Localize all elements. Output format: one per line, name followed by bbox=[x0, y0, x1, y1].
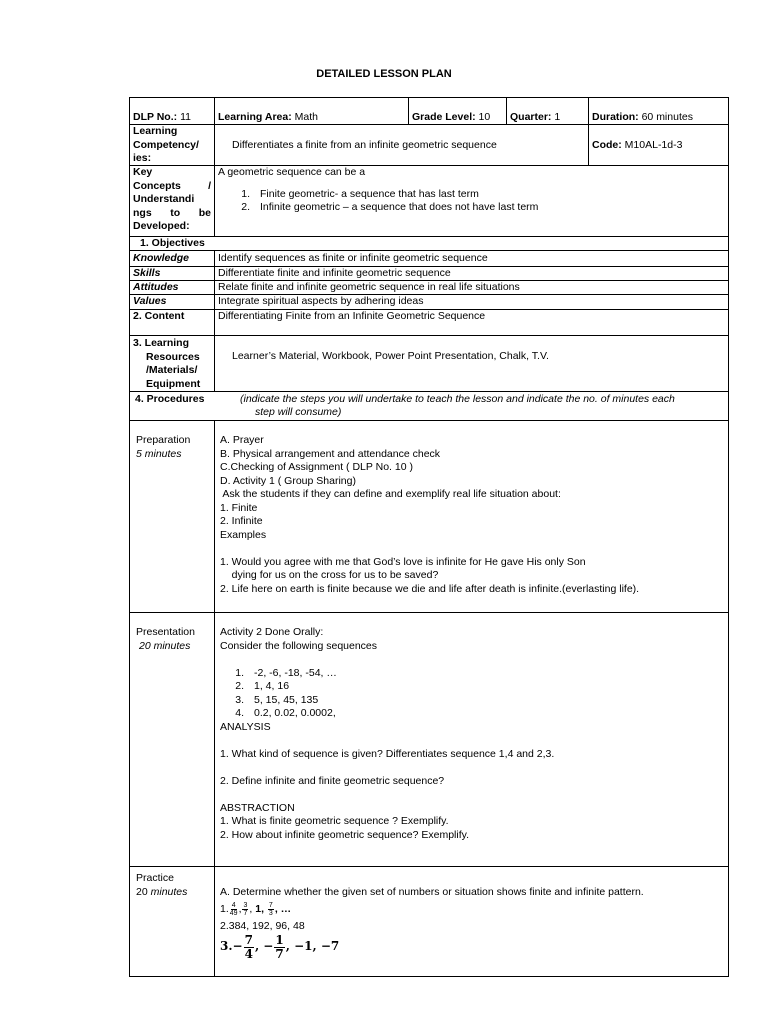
fraction bbox=[242, 902, 248, 917]
practice-content-cell bbox=[214, 866, 729, 977]
duration-value: 60 minutes bbox=[641, 111, 693, 123]
quarter-cell bbox=[506, 97, 589, 125]
code-cell bbox=[588, 124, 729, 166]
presentation-label: Presentation bbox=[136, 626, 195, 638]
fraction-numerator: 1 bbox=[275, 932, 284, 947]
grade-level-label: Grade Level: bbox=[412, 111, 476, 123]
key-concepts-label-line: Key bbox=[133, 166, 153, 178]
code-value: M10AL-1d-3 bbox=[624, 139, 683, 151]
fraction bbox=[244, 934, 254, 961]
list-item-text: Finite geometric- a sequence that has last term bbox=[260, 187, 479, 200]
list-item bbox=[228, 201, 725, 215]
practice-item-tail: , … bbox=[274, 902, 292, 915]
fraction-numerator: 4 bbox=[231, 902, 236, 909]
fraction-denominator: 3 bbox=[268, 910, 273, 917]
list-item-number: 3. bbox=[235, 693, 244, 706]
preparation-content-cell bbox=[214, 420, 729, 613]
list-item-number: 1. bbox=[241, 187, 250, 200]
quarter-label: Quarter: bbox=[510, 111, 552, 123]
content-label: 2. Content bbox=[129, 309, 215, 336]
preparation-line: 2. Life here on earth is finite because we die and life after death is infinite.(everlasting life). bbox=[220, 582, 640, 595]
key-concepts-label-line: to bbox=[170, 206, 181, 219]
key-concepts-label-cell bbox=[129, 165, 215, 237]
preparation-line: A. Prayer bbox=[220, 434, 264, 446]
competency-text-cell bbox=[214, 124, 589, 166]
fraction-denominator: 7 bbox=[275, 946, 284, 961]
dlp-value: 11 bbox=[180, 111, 191, 123]
fraction-numerator: 3 bbox=[243, 902, 248, 909]
objectives-heading: 1. Objectives bbox=[140, 237, 205, 249]
preparation-label: Preparation bbox=[136, 434, 191, 446]
procedures-label: 4. Procedures bbox=[135, 393, 205, 405]
practice-minutes-word: minutes bbox=[150, 885, 188, 898]
dlp-number-cell bbox=[129, 97, 215, 125]
competency-label-cell bbox=[129, 124, 215, 166]
preparation-line: B. Physical arrangement and attendance check bbox=[220, 447, 441, 460]
list-item-number: 2. bbox=[241, 201, 250, 213]
practice-label-cell bbox=[129, 866, 215, 977]
key-concepts-label-line: Developed: bbox=[133, 220, 190, 232]
key-concepts-label-line: be bbox=[198, 206, 211, 219]
procedures-note-line2: step will consume) bbox=[255, 406, 342, 418]
list-item-text: 0.2, 0.02, 0.0002, bbox=[254, 707, 336, 719]
objective-label-attitudes: Attitudes bbox=[129, 280, 215, 295]
abstraction-heading: ABSTRACTION bbox=[220, 801, 295, 814]
practice-item-number: 1. bbox=[220, 902, 229, 915]
preparation-line: D. Activity 1 ( Group Sharing) bbox=[220, 474, 356, 487]
key-concepts-label-line: Understandi bbox=[133, 193, 195, 205]
objective-label-skills: Skills bbox=[129, 266, 215, 281]
procedures-row bbox=[129, 391, 729, 421]
key-concepts-label-line: ngs bbox=[133, 206, 152, 219]
preparation-line: C.Checking of Assignment ( DLP No. 10 ) bbox=[220, 461, 413, 473]
analysis-question: 1. What kind of sequence is given? Differentiates sequence 1,4 and 2,3. bbox=[220, 747, 555, 760]
preparation-line: 1. Finite bbox=[220, 501, 258, 514]
competency-label-line: ies: bbox=[133, 152, 152, 164]
preparation-line: Ask the students if they can define and exemplify real life situation about: bbox=[220, 488, 561, 500]
list-item bbox=[228, 188, 725, 202]
key-concepts-list bbox=[218, 188, 725, 215]
practice-item-number: 3.− bbox=[220, 939, 243, 954]
preparation-line: dying for us on the cross for us to be saved? bbox=[220, 569, 439, 581]
duration-label: Duration: bbox=[592, 111, 639, 123]
practice-minutes: 20 bbox=[136, 885, 148, 898]
sequence-list bbox=[220, 667, 725, 721]
preparation-line: Examples bbox=[220, 528, 267, 541]
objective-text-skills: Differentiate finite and infinite geometric sequence bbox=[214, 266, 729, 281]
competency-label-line: Learning bbox=[133, 125, 178, 137]
dlp-label: DLP No.: bbox=[133, 111, 178, 123]
list-item bbox=[222, 667, 725, 681]
abstraction-question: 2. How about infinite geometric sequence? Exemplify. bbox=[220, 828, 470, 841]
preparation-line: 1. Would you agree with me that God’s love is infinite for He gave His only Son bbox=[220, 555, 586, 568]
learning-area-value: Math bbox=[294, 111, 318, 123]
resources-label-line: Equipment bbox=[146, 377, 201, 390]
list-item-number: 2. bbox=[235, 680, 244, 692]
fraction-denominator: 49 bbox=[229, 910, 238, 917]
objective-text-knowledge: Identify sequences as finite or infinite geometric sequence bbox=[214, 250, 729, 267]
list-item-text: 1, 4, 16 bbox=[254, 680, 290, 692]
competency-text: Differentiates a finite from an infinite geometric sequence bbox=[232, 139, 497, 151]
list-item-number: 1. bbox=[235, 666, 244, 679]
fraction bbox=[274, 934, 284, 961]
list-item-text: 5, 15, 45, 135 bbox=[254, 693, 319, 706]
quarter-value: 1 bbox=[554, 111, 561, 123]
resources-text: Learner’s Material, Workbook, Power Point Presentation, Chalk, T.V. bbox=[232, 350, 549, 362]
objective-text-values: Integrate spiritual aspects by adhering ideas bbox=[214, 294, 729, 310]
practice-item-1: 1. $\frac{4}{49}$ , $\frac{3}{7}$ , 1, $\frac{7}{3}$ , … bbox=[220, 902, 292, 917]
key-concepts-label-line: / bbox=[208, 179, 211, 192]
preparation-line: 2. Infinite bbox=[220, 515, 263, 527]
resources-label-line: Resources bbox=[146, 350, 200, 363]
key-concepts-label-line: Concepts bbox=[133, 179, 181, 192]
fraction bbox=[230, 902, 238, 917]
objective-text-attitudes: Relate finite and infinite geometric sequence in real life situations bbox=[214, 280, 729, 295]
preparation-minutes: 5 minutes bbox=[136, 447, 182, 460]
grade-level-cell bbox=[408, 97, 507, 125]
competency-label-line: Competency/ bbox=[133, 138, 199, 151]
practice-label: Practice bbox=[136, 872, 174, 884]
duration-cell bbox=[588, 97, 729, 125]
objective-label-values: Values bbox=[129, 294, 215, 310]
learning-area-cell bbox=[214, 97, 409, 125]
presentation-content-cell bbox=[214, 612, 729, 867]
preparation-label-cell bbox=[129, 420, 215, 613]
key-concepts-intro: A geometric sequence can be a bbox=[218, 166, 366, 178]
practice-item-3 bbox=[220, 933, 725, 961]
grade-level-value: 10 bbox=[478, 111, 491, 123]
fraction-denominator: 7 bbox=[243, 910, 248, 917]
resources-label-cell bbox=[129, 335, 215, 392]
presentation-minutes: 20 minutes bbox=[139, 639, 191, 652]
learning-area-label: Learning Area: bbox=[218, 111, 292, 123]
list-item-number: 4. bbox=[235, 707, 244, 719]
practice-instruction: A. Determine whether the given set of numbers or situation shows finite and infinite pattern. bbox=[220, 886, 644, 898]
list-item bbox=[222, 680, 725, 694]
analysis-heading: ANALYSIS bbox=[220, 720, 271, 733]
key-concepts-text-cell bbox=[214, 165, 729, 237]
preparation-line bbox=[220, 542, 725, 556]
objectives-heading-cell bbox=[129, 236, 729, 251]
practice-item-tail: , −1, −7 bbox=[285, 939, 340, 954]
document-title: DETAILED LESSON PLAN bbox=[316, 68, 452, 80]
content-text: Differentiating Finite from an Infinite Geometric Sequence bbox=[214, 309, 729, 336]
objective-label-knowledge: Knowledge bbox=[129, 250, 215, 267]
list-item bbox=[222, 707, 725, 721]
procedures-note-line1: (indicate the steps you will undertake to teach the lesson and indicate the no. of minutes each bbox=[240, 393, 675, 405]
fraction-denominator: 4 bbox=[244, 946, 253, 961]
practice-item-term: 1, bbox=[255, 902, 264, 915]
analysis-question: 2. Define infinite and finite geometric sequence? bbox=[220, 774, 445, 787]
resources-text-cell bbox=[214, 335, 729, 392]
presentation-consider: Consider the following sequences bbox=[220, 639, 378, 652]
resources-label-line: /Materials/ bbox=[146, 364, 198, 376]
presentation-activity: Activity 2 Done Orally: bbox=[220, 626, 324, 638]
abstraction-question: 1. What is finite geometric sequence ? Exemplify. bbox=[220, 815, 449, 827]
practice-item-2: 2.384, 192, 96, 48 bbox=[220, 919, 305, 932]
practice-item-separator: , − bbox=[254, 939, 274, 954]
list-item-text: -2, -6, -18, -54, … bbox=[254, 666, 337, 679]
fraction bbox=[268, 902, 274, 917]
list-item bbox=[222, 694, 725, 708]
list-item-text: Infinite geometric – a sequence that does not have last term bbox=[260, 201, 539, 213]
fraction-numerator: 7 bbox=[244, 932, 253, 947]
fraction-numerator: 7 bbox=[268, 902, 273, 909]
presentation-label-cell bbox=[129, 612, 215, 867]
code-label: Code: bbox=[592, 139, 622, 151]
resources-label-line: 3. Learning bbox=[133, 337, 190, 349]
